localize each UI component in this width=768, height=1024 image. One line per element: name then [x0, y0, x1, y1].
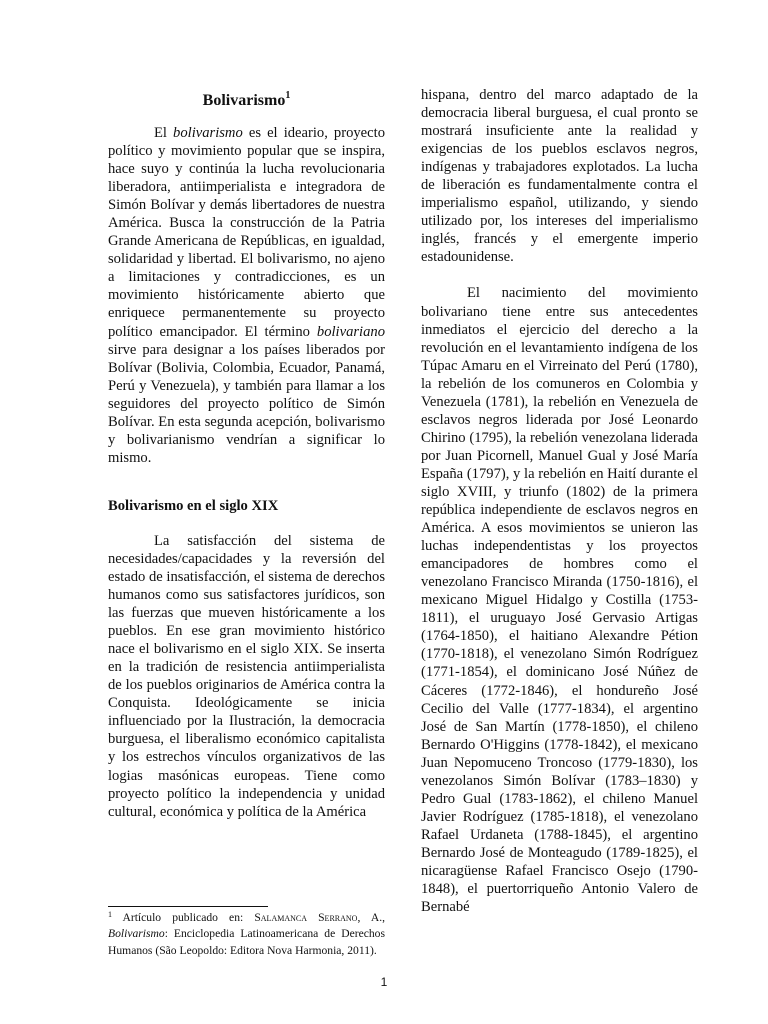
right-column [421, 86, 698, 916]
section-heading: Bolivarismo en el siglo XIX [108, 497, 279, 514]
title-footnote-mark: 1 [285, 90, 291, 101]
intro-term: bolivarismo [173, 125, 243, 141]
intro-body-2: sirve para designar a los países liberados por Bolívar (Bolivia, Colombia, Ecuador, Panamá, Perú y Venezuela), y también para llamar a los seguidores del proyecto político de Simón Bolívar. En esta segunda acepción, bolivarismo y bolivarianismo vendrían a significar lo mismo. [108, 341, 385, 466]
page-number: 1 [380, 975, 388, 989]
intro-lead: El [154, 125, 174, 141]
intro-term-2: bolivariano [316, 323, 385, 340]
paragraph-gap [421, 266, 698, 284]
footnote-work: Bolivarismo [108, 927, 165, 941]
intro-paragraph [108, 124, 385, 467]
footnote [108, 910, 385, 959]
intro-body-1: es el ideario, proyecto político y movimiento popular que se inspira, hace suyo y continúa la lucha revolucionaria liberadora, antiimperialista e integradora de Simón Bolívar y demás libertadores de nuestra América. Busca la construcción de la Patria Grande Americana de Repúblicas, en igualdad, solidaridad y libertad. El bolivarismo, no ajeno a limitaciones y contradicciones, es un movimiento históricamente abierto que enriquece permanentemente su proyecto político emancipador. El término [108, 125, 385, 340]
footnote-mark: 1 [108, 910, 112, 919]
footnote-rest: : Enciclopedia Latinoamericana de Derechos Humanos (São Leopoldo: Editora Nova Harmonia, 2011). [108, 927, 385, 957]
footnote-author-initial: , A., [357, 911, 385, 924]
section-paragraph-1: La satisfacción del sistema de necesidades/capacidades y la reversión del estado de insatisfacción, el sistema de derechos humanos como sus satisfactores jurídicos, son las fuerzas que mueven históricamente a los pueblos. En ese gran movimiento histórico nace el bolivarismo en el siglo XIX. Se inserta en la tradición de resistencia antiimperialista de los pueblos originarios de América contra la Conquista. Ideológicamente se inicia influenciado por la Ilustración, la democracia burguesa, el liberalismo económico capitalista y los estrechos vínculos organizativos de las logias masónicas europeas. Tiene como proyecto político la independencia y unidad cultural, económica y política de la América [108, 532, 385, 820]
footnote-divider [108, 906, 268, 907]
footnote-author: Salamanca Serrano [254, 911, 358, 924]
section-paragraph-1-continued: hispana, dentro del marco adaptado de la democracia liberal burguesa, el cual pronto se mostrará insuficiente ante la realidad y exigencias de los pueblos esclavos negros, indígenas y trabajadores explotados. La lucha de liberación es fundamentalmente contra el imperialismo español, utilizando, y siendo utilizado por, los intereses del imperialismo inglés, francés y el emergente imperio estadounidense. [421, 87, 698, 266]
section-paragraph-2: El nacimiento del movimiento bolivariano tiene entre sus antecedentes inmediatos el ejercicio del derecho a la revolución en el levantamiento indígena de los Túpac Amaru en el Virreinato del Perú (1780), la rebelión de los comuneros en Colombia y Venezuela (1781), la rebelión en Venezuela de esclavos negros liderada por José Leonardo Chirino (1795), la rebelión venezolana liderada por Juan Picornell, Manuel Gual y José María España (1797), y la rebelión en Haití durante el siglo XVIII, y triunfo (1802) de la primera república independiente de esclavos negros en América. A esos movimientos se unieron las luchas independentistas y los proyectos emancipadores de hombres como el venezolano Francisco Miranda (1750-1816), el mexicano Miguel Hidalgo y Costilla (1753-1811), el uruguayo José Gervasio Artigas (1764-1850), el haitiano Alexandre Pétion (1770-1818), el venezolano Simón Rodríguez (1771-1854), el dominicano José Núñez de Cáceres (1772-1846), el hondureño José Cecilio del Valle (1777-1834), el argentino José de San Martín (1778-1850), el chileno Bernardo O'Higgins (1778-1842), el mexicano Juan Nepomuceno Troncoso (1779-1830), los venezolanos Simón Bolívar (1783–1830) y Pedro Gual (1783-1862), el chileno Manuel Javier Rodríguez (1785-1818), el venezolano Rafael Urdaneta (1788-1845), el argentino Bernardo José de Monteagudo (1789-1825), el nicaragüense Rafael Francisco Osejo (1790-1848), el puertorriqueño Antonio Valero de Bernabé [421, 285, 698, 916]
left-column [108, 86, 385, 821]
article-title [108, 92, 385, 110]
footnote-prefix: Artículo publicado en: [112, 911, 255, 924]
article-title-text: Bolivarismo [202, 92, 286, 109]
